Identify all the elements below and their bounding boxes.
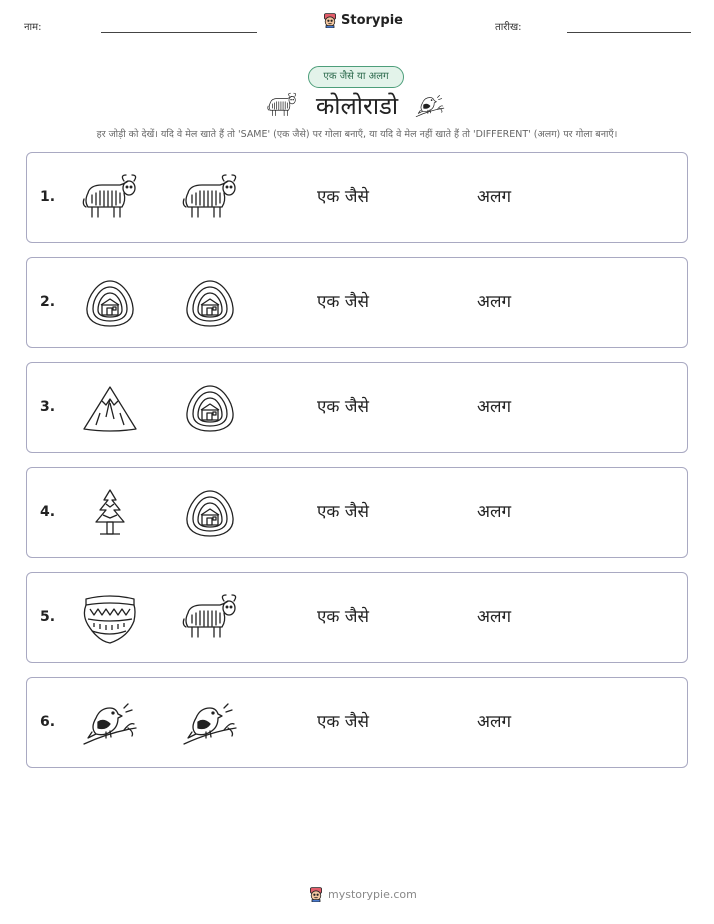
yak-icon — [180, 593, 240, 645]
pine-tree-icon — [80, 488, 140, 540]
different-option[interactable]: अलग — [477, 292, 512, 312]
pottery-icon — [80, 593, 140, 645]
date-line[interactable] — [567, 32, 691, 33]
storypie-logo-icon — [308, 886, 324, 902]
same-option[interactable]: एक जैसे — [317, 397, 369, 417]
bird-icon — [414, 92, 446, 120]
name-label: नाम: — [24, 22, 42, 33]
question-number: 2. — [40, 294, 56, 310]
different-option[interactable]: अलग — [477, 712, 512, 732]
question-number: 6. — [40, 714, 56, 730]
brand-logo — [322, 12, 403, 28]
same-option[interactable]: एक जैसे — [317, 187, 369, 207]
bird-icon — [180, 698, 240, 750]
different-option[interactable]: अलग — [477, 607, 512, 627]
mountain-icon — [80, 383, 140, 435]
yak-icon — [180, 173, 240, 225]
storypie-logo-icon — [322, 12, 338, 28]
date-label: तारीख: — [495, 22, 522, 33]
question-row — [26, 257, 688, 348]
page-title: कोलोराडो — [315, 92, 399, 120]
same-option[interactable]: एक जैसे — [317, 292, 369, 312]
worksheet-tag: एक जैसे या अलग — [308, 66, 404, 88]
cliff-dwelling-icon — [180, 383, 240, 435]
cliff-dwelling-icon — [80, 278, 140, 330]
instructions: हर जोड़ी को देखें। यदि वे मेल खाते हैं तो 'SAME' (एक जैसे) पर गोला बनाएँ, या यदि वे मेल नहीं खाते हैं तो 'DIFFERENT' (अलग) पर गोला बनाएँ। — [96, 129, 618, 140]
same-option[interactable]: एक जैसे — [317, 712, 369, 732]
name-line[interactable] — [101, 32, 257, 33]
footer-site[interactable]: mystorypie.com — [328, 887, 417, 901]
same-option[interactable]: एक जैसे — [317, 502, 369, 522]
different-option[interactable]: अलग — [477, 187, 512, 207]
yak-icon — [80, 173, 140, 225]
question-number: 4. — [40, 504, 56, 520]
question-row — [26, 152, 688, 243]
different-option[interactable]: अलग — [477, 502, 512, 522]
question-number: 1. — [40, 189, 56, 205]
cliff-dwelling-icon — [180, 278, 240, 330]
footer — [308, 886, 417, 902]
question-row — [26, 362, 688, 453]
same-option[interactable]: एक जैसे — [317, 607, 369, 627]
question-number: 5. — [40, 609, 56, 625]
brand-name: Storypie — [341, 12, 403, 28]
question-row — [26, 572, 688, 663]
question-row — [26, 467, 688, 558]
question-number: 3. — [40, 399, 56, 415]
different-option[interactable]: अलग — [477, 397, 512, 417]
bird-icon — [80, 698, 140, 750]
cliff-dwelling-icon — [180, 488, 240, 540]
question-row — [26, 677, 688, 768]
